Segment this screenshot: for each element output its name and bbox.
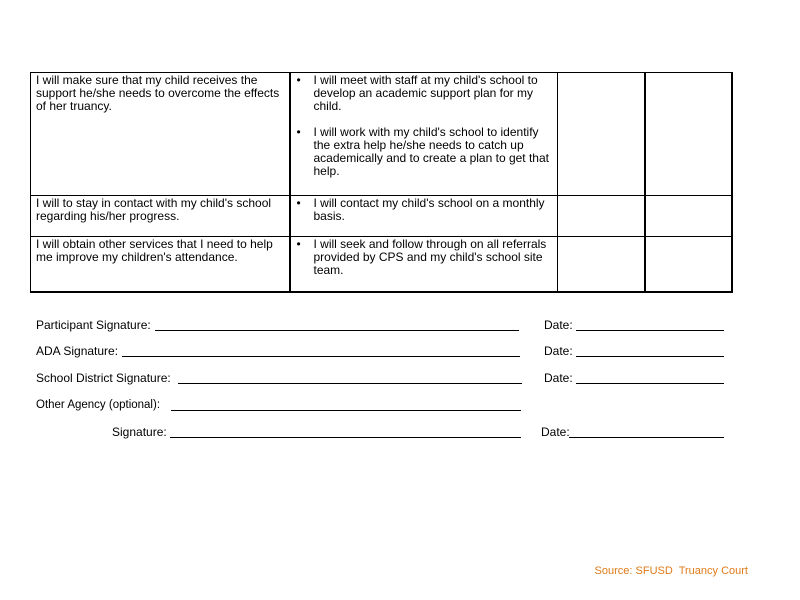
action-cell <box>290 73 558 196</box>
bullet-icon: • <box>296 237 301 251</box>
school-district-signature-line[interactable] <box>178 383 522 384</box>
ada-date-line[interactable] <box>576 356 724 357</box>
blank-cell[interactable] <box>558 73 645 196</box>
blank-cell[interactable] <box>558 237 645 293</box>
bullet-icon: • <box>296 125 301 139</box>
list-item <box>296 238 553 277</box>
ada-signature-label: ADA Signature: <box>36 344 119 358</box>
action-cell <box>290 196 558 237</box>
goal-text: I will to stay in contact with my child's school regarding his/her progress. <box>36 196 272 223</box>
bullet-icon: • <box>296 73 301 87</box>
action-list <box>296 197 553 223</box>
action-list <box>296 238 553 277</box>
participant-date-line[interactable] <box>576 330 724 331</box>
table-row <box>31 73 732 196</box>
goal-cell <box>31 237 290 293</box>
blank-cell[interactable] <box>645 237 732 293</box>
action-text: I will contact my child's school on a monthly basis. <box>313 196 545 223</box>
action-text: I will meet with staff at my child's school to develop an academic support plan for my child. <box>313 73 538 113</box>
goal-text: I will obtain other services that I need to help me improve my children's attendance. <box>36 237 273 264</box>
action-cell <box>290 237 558 293</box>
other-agency-label: Other Agency (optional): <box>36 399 161 411</box>
ada-signature-line[interactable] <box>122 356 520 357</box>
source-note: Source: SFUSD Truancy Court <box>594 565 748 577</box>
goal-cell <box>31 196 290 237</box>
participant-signature-line[interactable] <box>155 330 519 331</box>
school-district-date-line[interactable] <box>576 383 724 384</box>
list-item <box>296 126 553 178</box>
action-list <box>296 74 553 178</box>
other-agency-date-label: Date: <box>541 425 570 439</box>
list-item <box>296 74 553 113</box>
bullet-icon: • <box>296 196 301 210</box>
participant-date-label: Date: <box>544 318 573 332</box>
plan-table <box>30 72 733 293</box>
blank-cell[interactable] <box>645 73 732 196</box>
school-district-signature-label: School District Signature: <box>36 371 171 385</box>
table-row <box>31 196 732 237</box>
other-agency-signature-line[interactable] <box>170 437 521 438</box>
participant-signature-label: Participant Signature: <box>36 318 151 332</box>
other-agency-signature-label: Signature: <box>112 425 167 439</box>
action-text: I will seek and follow through on all referrals provided by CPS and my child's school site team. <box>313 237 547 277</box>
action-text: I will work with my child's school to identify the extra help he/she needs to catch up academically and to create a plan to get that help. <box>313 125 549 178</box>
school-district-date-label: Date: <box>544 371 573 385</box>
ada-date-label: Date: <box>544 344 573 358</box>
goal-cell <box>31 73 290 196</box>
table-row <box>31 237 732 293</box>
blank-cell[interactable] <box>645 196 732 237</box>
list-item <box>296 197 553 223</box>
other-agency-date-line[interactable] <box>569 437 724 438</box>
blank-cell[interactable] <box>558 196 645 237</box>
goal-text: I will make sure that my child receives the support he/she needs to overcome the effects of her truancy. <box>36 73 280 113</box>
other-agency-line[interactable] <box>171 410 521 411</box>
